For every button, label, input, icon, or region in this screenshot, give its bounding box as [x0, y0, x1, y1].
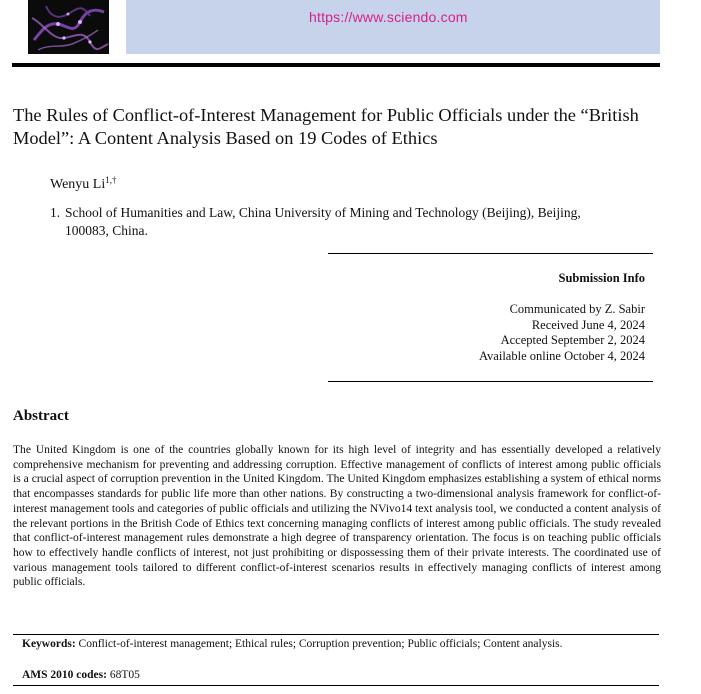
ams-label: AMS 2010 codes:: [22, 669, 107, 681]
communicated-by: Communicated by Z. Sabir: [509, 302, 645, 316]
journal-logo: [28, 0, 109, 54]
abstract-body: The United Kingdom is one of the countries globally known for its high level of integrity and has essentially developed a relatively comprehensive mechanism for preventing and addressing corruption. Effective management of conflicts of interest among public officials is a crucial aspect of corruption prevention in the United Kingdom. The United Kingdom emphasizes establishing a system of ethical norms that encompasses standards for public life more than other nations. By constructing a two-dimensional analysis framework for conflict-of-interest management tools and categories of public officials and utilizing the NVivo14 text analysis tool, we conducted a content analysis of the relevant portions in the British Code of Ethics text concerning managing conflicts of interest among public officials. The study revealed that conflict-of-interest management rules demonstrate a high degree of transparency orientation. The focus is on teaching public officials how to effectively handle conflicts of interest, not just prohibiting or dispossessing them of their private interests. The coordinated use of various management tools tailored to different conflict-of-interest scenarios results in effectively managing conflicts of interest among public officials.: [13, 444, 661, 589]
keywords-bottom-rule: [13, 685, 659, 686]
received-date: Received June 4, 2024: [531, 317, 645, 332]
paper-title: The Rules of Conflict-of-Interest Management for Public Officials under the “British Model”: A Content Analysis Based on 19 Codes of Ethics: [13, 105, 639, 148]
url-banner: [126, 0, 660, 54]
accepted-date: Accepted September 2, 2024: [500, 333, 645, 347]
submission-top-rule: [328, 253, 653, 254]
keywords-label: Keywords:: [22, 638, 76, 650]
affiliation-number: 1.: [50, 205, 61, 220]
keywords-text: Conflict-of-interest management; Ethical rules; Corruption prevention; Public officials; Content analysis.: [78, 638, 563, 650]
submission-bottom-rule: [328, 381, 653, 382]
affiliation-line-1: School of Humanities and Law, China University of Mining and Technology (Beijing), Beijing,: [65, 205, 581, 220]
keywords-top-rule: [13, 634, 659, 635]
affiliation-line-2: 100083, China.: [65, 223, 148, 238]
online-date: Available online October 4, 2024: [478, 348, 645, 363]
abstract-heading: Abstract: [13, 408, 69, 424]
header-divider: [12, 63, 660, 67]
author-name: [50, 177, 117, 193]
publisher-url-link[interactable]: https://www.sciendo.com: [309, 9, 468, 25]
submission-info-heading: Submission Info: [558, 271, 645, 285]
author-name-text: Wenyu Li: [50, 177, 106, 192]
keywords: [22, 638, 662, 652]
submission-info: [479, 302, 645, 364]
abstract-network-image: [28, 0, 109, 54]
author-marks: 1,†: [105, 175, 117, 185]
ams-value: 68T05: [109, 669, 140, 681]
ams-codes: [22, 669, 140, 681]
